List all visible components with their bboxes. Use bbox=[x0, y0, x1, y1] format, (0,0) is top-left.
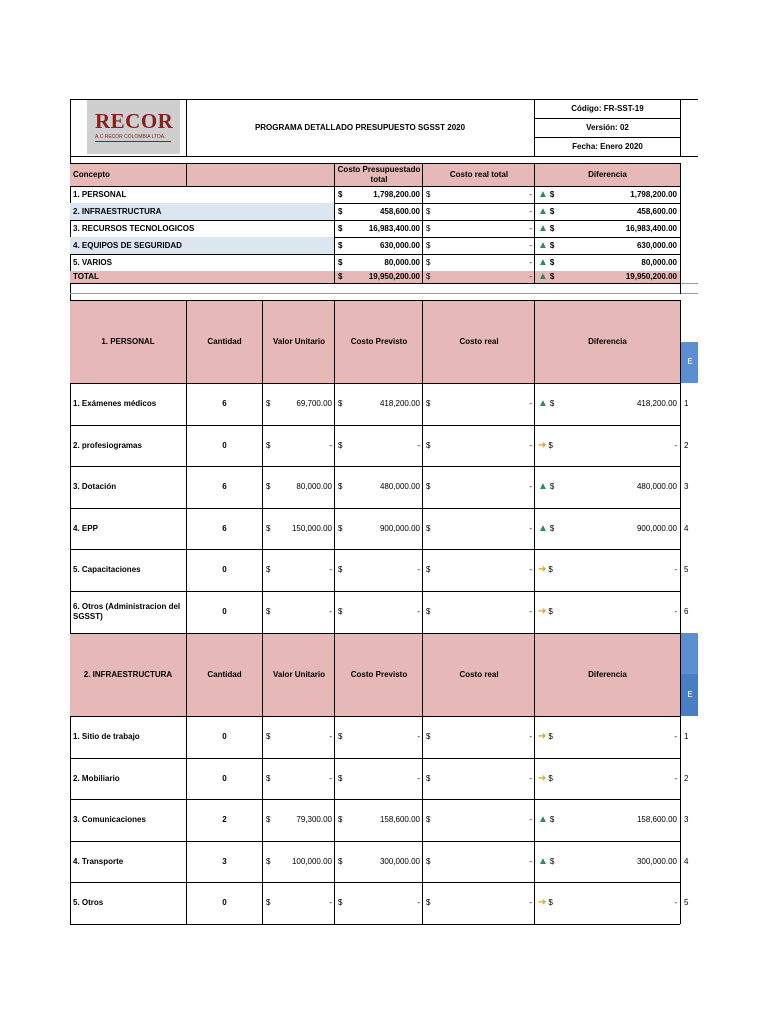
section-title: 1. PERSONAL bbox=[101, 336, 155, 346]
arrow-up-icon: ▲ bbox=[538, 855, 548, 867]
currency-symbol: $ bbox=[426, 898, 431, 907]
item-name: 5. Otros bbox=[73, 898, 104, 907]
amount-value: - bbox=[529, 898, 532, 907]
item-valor-unitario bbox=[263, 841, 335, 882]
item-cantidad: 6 bbox=[222, 523, 227, 533]
arrow-right-icon: ➔ bbox=[538, 897, 547, 908]
summary-total-label: TOTAL bbox=[73, 272, 99, 281]
summary-row-concepto: 3. RECURSOS TECNOLOGICOS bbox=[73, 223, 195, 233]
amount-value: - bbox=[529, 189, 532, 199]
amount-value: - bbox=[329, 898, 332, 907]
item-costo-previsto bbox=[335, 383, 423, 425]
item-diferencia bbox=[535, 882, 680, 924]
amount-value: - bbox=[674, 607, 677, 616]
amount-value: 630,000.00 bbox=[379, 240, 420, 250]
amount-value: 480,000.00 bbox=[379, 482, 420, 491]
document-title: PROGRAMA DETALLADO PRESUPUESTO SGSST 2020 bbox=[254, 122, 466, 132]
currency-symbol: $ bbox=[549, 257, 555, 267]
arrow-right-icon: ➔ bbox=[538, 772, 547, 784]
item-valor-unitario bbox=[263, 716, 335, 758]
amount-value: - bbox=[529, 272, 532, 281]
item-name: 2. Mobiliario bbox=[73, 773, 120, 783]
amount-value: 1,798,200.00 bbox=[373, 189, 420, 199]
item-number: 4 bbox=[684, 856, 689, 866]
amount-value: 80,000.00 bbox=[384, 257, 420, 267]
currency-symbol: $ bbox=[549, 856, 555, 866]
summary-total-diferencia bbox=[535, 271, 680, 283]
item-diferencia bbox=[535, 508, 680, 549]
amount-value: - bbox=[529, 240, 532, 250]
col-header-diferencia: Diferencia bbox=[588, 336, 627, 346]
document-version: Versión: 02 bbox=[586, 122, 629, 132]
currency-symbol: $ bbox=[426, 189, 431, 199]
arrow-up-icon: ▲ bbox=[538, 398, 548, 409]
item-diferencia bbox=[535, 383, 680, 425]
currency-symbol: $ bbox=[338, 257, 343, 267]
item-cantidad: 0 bbox=[222, 732, 227, 741]
item-number: 3 bbox=[684, 482, 689, 491]
summary-row-concepto: 2. INFRAESTRUCTURA bbox=[73, 206, 162, 216]
amount-value: - bbox=[529, 206, 532, 216]
item-diferencia bbox=[535, 758, 680, 799]
col-header-diferencia: Diferencia bbox=[588, 669, 627, 679]
amount-value: - bbox=[529, 773, 532, 783]
amount-value: 1,798,200.00 bbox=[630, 189, 677, 199]
arrow-right-icon: ➔ bbox=[538, 439, 547, 451]
currency-symbol: $ bbox=[338, 240, 343, 250]
currency-symbol: $ bbox=[266, 815, 271, 824]
currency-symbol: $ bbox=[266, 523, 271, 533]
item-costo-real bbox=[423, 882, 535, 924]
currency-symbol: $ bbox=[426, 440, 431, 450]
amount-value: - bbox=[529, 856, 532, 866]
amount-value: - bbox=[529, 223, 532, 233]
item-valor-unitario bbox=[263, 591, 335, 633]
amount-value: - bbox=[329, 440, 332, 450]
summary-row-concepto: 4. EQUIPOS DE SEGURIDAD bbox=[73, 240, 182, 250]
currency-symbol: $ bbox=[266, 856, 271, 866]
item-costo-previsto bbox=[335, 591, 423, 633]
amount-value: - bbox=[529, 440, 532, 450]
section-side-label: E bbox=[687, 690, 693, 699]
summary-row-concepto: 1. PERSONAL bbox=[73, 189, 127, 199]
arrow-up-icon: ▲ bbox=[538, 271, 548, 282]
currency-symbol: $ bbox=[549, 399, 555, 408]
amount-value: - bbox=[674, 773, 677, 783]
item-costo-real bbox=[423, 716, 535, 758]
currency-symbol: $ bbox=[549, 223, 555, 233]
amount-value: 900,000.00 bbox=[379, 523, 420, 533]
item-diferencia bbox=[535, 841, 680, 882]
item-number: 1 bbox=[684, 399, 689, 408]
currency-symbol: $ bbox=[266, 773, 271, 783]
item-number: 6 bbox=[684, 607, 689, 616]
currency-symbol: $ bbox=[338, 482, 343, 491]
currency-symbol: $ bbox=[426, 607, 431, 616]
amount-value: 158,600.00 bbox=[636, 815, 677, 824]
arrow-right-icon: ➔ bbox=[538, 564, 547, 575]
currency-symbol: $ bbox=[266, 565, 271, 574]
currency-symbol: $ bbox=[549, 206, 555, 216]
item-costo-previsto bbox=[335, 549, 423, 591]
item-name: 3. Dotación bbox=[73, 482, 117, 491]
item-costo-previsto bbox=[335, 882, 423, 924]
item-valor-unitario bbox=[263, 549, 335, 591]
summary-total-presupuestado bbox=[335, 271, 423, 283]
item-cantidad: 0 bbox=[222, 565, 227, 574]
currency-symbol: $ bbox=[266, 399, 271, 408]
item-valor-unitario bbox=[263, 508, 335, 549]
item-diferencia bbox=[535, 716, 680, 758]
amount-value: - bbox=[417, 732, 420, 741]
currency-symbol: $ bbox=[426, 523, 431, 533]
currency-symbol: $ bbox=[548, 898, 553, 907]
amount-value: 300,000.00 bbox=[636, 856, 677, 866]
item-cantidad: 6 bbox=[222, 399, 227, 408]
amount-value: - bbox=[329, 773, 332, 783]
col-header-cantidad: Cantidad bbox=[207, 669, 242, 679]
currency-symbol: $ bbox=[549, 815, 555, 824]
amount-value: - bbox=[674, 898, 677, 907]
summary-row-real bbox=[423, 254, 535, 271]
currency-symbol: $ bbox=[548, 732, 553, 741]
item-costo-real bbox=[423, 841, 535, 882]
item-cantidad: 0 bbox=[222, 773, 227, 783]
arrow-up-icon: ▲ bbox=[538, 222, 548, 234]
amount-value: 458,600.00 bbox=[636, 206, 677, 216]
item-valor-unitario bbox=[263, 466, 335, 508]
currency-symbol: $ bbox=[426, 206, 431, 216]
item-name: 1. Sitio de trabajo bbox=[73, 732, 140, 741]
currency-symbol: $ bbox=[338, 607, 343, 616]
amount-value: 16,983,400.00 bbox=[368, 223, 420, 233]
item-diferencia bbox=[535, 466, 680, 508]
summary-header-real: Costo real total bbox=[449, 169, 509, 179]
col-header-valor-unitario: Valor Unitario bbox=[272, 336, 325, 346]
amount-value: 418,200.00 bbox=[379, 399, 420, 408]
currency-symbol: $ bbox=[266, 482, 271, 491]
currency-symbol: $ bbox=[549, 189, 555, 199]
amount-value: - bbox=[674, 732, 677, 741]
amount-value: 458,600.00 bbox=[379, 206, 420, 216]
summary-row-presupuestado bbox=[335, 203, 423, 220]
item-cantidad: 0 bbox=[222, 440, 227, 450]
currency-symbol: $ bbox=[426, 223, 431, 233]
summary-header-diferencia: Diferencia bbox=[588, 169, 627, 179]
item-costo-previsto bbox=[335, 758, 423, 799]
item-costo-previsto bbox=[335, 799, 423, 841]
item-valor-unitario bbox=[263, 799, 335, 841]
currency-symbol: $ bbox=[548, 440, 553, 450]
currency-symbol: $ bbox=[266, 440, 271, 450]
summary-row-diferencia bbox=[535, 237, 680, 254]
item-costo-real bbox=[423, 799, 535, 841]
item-name: 3. Comunicaciones bbox=[73, 815, 146, 824]
item-diferencia bbox=[535, 799, 680, 841]
item-diferencia bbox=[535, 591, 680, 633]
arrow-up-icon: ▲ bbox=[538, 256, 548, 268]
amount-value: 480,000.00 bbox=[636, 482, 677, 491]
currency-symbol: $ bbox=[549, 523, 555, 533]
amount-value: - bbox=[674, 565, 677, 574]
amount-value: 300,000.00 bbox=[379, 856, 420, 866]
arrow-right-icon: ➔ bbox=[538, 731, 547, 742]
item-cantidad: 0 bbox=[222, 898, 227, 907]
amount-value: - bbox=[529, 815, 532, 824]
arrow-up-icon: ▲ bbox=[538, 814, 548, 825]
amount-value: - bbox=[417, 565, 420, 574]
item-name: 2. profesiogramas bbox=[73, 440, 142, 450]
item-number: 1 bbox=[684, 732, 689, 741]
arrow-up-icon: ▲ bbox=[538, 188, 548, 200]
item-costo-previsto bbox=[335, 425, 423, 466]
amount-value: 80,000.00 bbox=[641, 257, 677, 267]
currency-symbol: $ bbox=[266, 732, 271, 741]
item-number: 3 bbox=[684, 815, 689, 824]
amount-value: - bbox=[529, 565, 532, 574]
amount-value: - bbox=[417, 607, 420, 616]
amount-value: - bbox=[417, 440, 420, 450]
item-diferencia bbox=[535, 549, 680, 591]
amount-value: 19,950,200.00 bbox=[625, 272, 677, 281]
item-cantidad: 0 bbox=[222, 607, 227, 616]
logo-subtext: A.C RECOR COLOMBIA LTDA. bbox=[95, 134, 166, 140]
currency-symbol: $ bbox=[548, 565, 553, 574]
item-valor-unitario bbox=[263, 882, 335, 924]
currency-symbol: $ bbox=[338, 223, 343, 233]
currency-symbol: $ bbox=[338, 815, 343, 824]
item-costo-real bbox=[423, 591, 535, 633]
currency-symbol: $ bbox=[338, 565, 343, 574]
summary-row-diferencia bbox=[535, 220, 680, 237]
item-costo-real bbox=[423, 549, 535, 591]
item-valor-unitario bbox=[263, 383, 335, 425]
amount-value: - bbox=[529, 482, 532, 491]
amount-value: 150,000.00 bbox=[291, 523, 332, 533]
item-number: 2 bbox=[684, 773, 689, 783]
amount-value: - bbox=[674, 440, 677, 450]
amount-value: 158,600.00 bbox=[379, 815, 420, 824]
amount-value: 630,000.00 bbox=[636, 240, 677, 250]
item-cantidad: 3 bbox=[222, 856, 227, 866]
currency-symbol: $ bbox=[338, 440, 343, 450]
item-costo-real bbox=[423, 383, 535, 425]
arrow-up-icon: ▲ bbox=[538, 522, 548, 534]
currency-symbol: $ bbox=[338, 773, 343, 783]
item-costo-real bbox=[423, 508, 535, 549]
item-name: 4. Transporte bbox=[73, 856, 124, 866]
currency-symbol: $ bbox=[338, 189, 343, 199]
document-date: Fecha: Enero 2020 bbox=[572, 141, 643, 151]
currency-symbol: $ bbox=[338, 399, 343, 408]
item-number: 5 bbox=[684, 898, 689, 907]
item-costo-previsto bbox=[335, 508, 423, 549]
summary-row-real bbox=[423, 220, 535, 237]
amount-value: 16,983,400.00 bbox=[625, 223, 677, 233]
col-header-costo-real: Costo real bbox=[459, 336, 499, 346]
amount-value: - bbox=[529, 399, 532, 408]
currency-symbol: $ bbox=[426, 399, 431, 408]
amount-value: 100,000.00 bbox=[291, 856, 332, 866]
amount-value: - bbox=[329, 732, 332, 741]
summary-row-diferencia bbox=[535, 186, 680, 203]
arrow-up-icon: ▲ bbox=[538, 205, 548, 217]
document-code: Código: FR-SST-19 bbox=[571, 103, 644, 113]
currency-symbol: $ bbox=[548, 773, 553, 783]
currency-symbol: $ bbox=[338, 523, 343, 533]
summary-row-presupuestado bbox=[335, 220, 423, 237]
summary-row-presupuestado bbox=[335, 254, 423, 271]
logo-text: RECOR bbox=[95, 109, 174, 133]
summary-row-diferencia bbox=[535, 254, 680, 271]
arrow-up-icon: ▲ bbox=[538, 239, 548, 251]
item-costo-real bbox=[423, 425, 535, 466]
currency-symbol: $ bbox=[338, 898, 343, 907]
currency-symbol: $ bbox=[549, 272, 555, 281]
summary-header-presupuestado: Costo Presupuestado total bbox=[337, 164, 421, 184]
currency-symbol: $ bbox=[426, 773, 431, 783]
amount-value: - bbox=[329, 607, 332, 616]
amount-value: 80,000.00 bbox=[296, 482, 332, 491]
summary-row-real bbox=[423, 237, 535, 254]
summary-header-concepto: Concepto bbox=[73, 169, 110, 179]
currency-symbol: $ bbox=[338, 856, 343, 866]
summary-row-presupuestado bbox=[335, 237, 423, 254]
col-header-costo-real: Costo real bbox=[459, 669, 499, 679]
currency-symbol: $ bbox=[426, 815, 431, 824]
summary-total-real bbox=[423, 271, 535, 283]
currency-symbol: $ bbox=[426, 272, 431, 281]
currency-symbol: $ bbox=[548, 607, 553, 616]
item-costo-real bbox=[423, 758, 535, 799]
item-name: 4. EPP bbox=[73, 523, 98, 533]
amount-value: - bbox=[529, 257, 532, 267]
summary-row-diferencia bbox=[535, 203, 680, 220]
arrow-up-icon: ▲ bbox=[538, 481, 548, 492]
summary-row-real bbox=[423, 186, 535, 203]
item-costo-previsto bbox=[335, 466, 423, 508]
currency-symbol: $ bbox=[426, 732, 431, 741]
item-valor-unitario bbox=[263, 425, 335, 466]
item-costo-previsto bbox=[335, 841, 423, 882]
currency-symbol: $ bbox=[549, 240, 555, 250]
amount-value: 79,300.00 bbox=[296, 815, 332, 824]
item-number: 4 bbox=[684, 523, 689, 533]
col-header-costo-previsto: Costo Previsto bbox=[350, 669, 408, 679]
amount-value: - bbox=[529, 523, 532, 533]
item-costo-previsto bbox=[335, 716, 423, 758]
amount-value: - bbox=[529, 607, 532, 616]
currency-symbol: $ bbox=[266, 607, 271, 616]
summary-row-real bbox=[423, 203, 535, 220]
currency-symbol: $ bbox=[549, 482, 555, 491]
amount-value: - bbox=[329, 565, 332, 574]
col-header-cantidad: Cantidad bbox=[207, 336, 242, 346]
item-cantidad: 2 bbox=[222, 815, 227, 824]
item-number: 5 bbox=[684, 565, 689, 574]
arrow-right-icon: ➔ bbox=[538, 606, 547, 617]
item-name: 5. Capacitaciones bbox=[73, 565, 141, 574]
company-logo bbox=[87, 99, 180, 154]
amount-value: 900,000.00 bbox=[636, 523, 677, 533]
section-side-label: E bbox=[687, 357, 693, 366]
amount-value: - bbox=[417, 898, 420, 907]
item-costo-real bbox=[423, 466, 535, 508]
amount-value: 418,200.00 bbox=[636, 399, 677, 408]
item-name: 1. Exámenes médicos bbox=[73, 399, 157, 408]
item-name: 6. Otros (Administracion del SGSST) bbox=[73, 602, 181, 621]
summary-row-presupuestado bbox=[335, 186, 423, 203]
item-cantidad: 6 bbox=[222, 482, 227, 491]
currency-symbol: $ bbox=[426, 565, 431, 574]
item-valor-unitario bbox=[263, 758, 335, 799]
col-header-valor-unitario: Valor Unitario bbox=[272, 669, 325, 679]
currency-symbol: $ bbox=[426, 856, 431, 866]
currency-symbol: $ bbox=[266, 898, 271, 907]
section-title: 2. INFRAESTRUCTURA bbox=[83, 669, 173, 679]
currency-symbol: $ bbox=[426, 240, 431, 250]
amount-value: - bbox=[417, 773, 420, 783]
summary-row-concepto: 5. VARIOS bbox=[73, 257, 112, 267]
amount-value: 69,700.00 bbox=[296, 399, 332, 408]
currency-symbol: $ bbox=[338, 206, 343, 216]
currency-symbol: $ bbox=[338, 732, 343, 741]
amount-value: 19,950,200.00 bbox=[368, 272, 420, 281]
currency-symbol: $ bbox=[338, 272, 343, 281]
item-number: 2 bbox=[684, 440, 689, 450]
currency-symbol: $ bbox=[426, 257, 431, 267]
amount-value: - bbox=[529, 732, 532, 741]
currency-symbol: $ bbox=[426, 482, 431, 491]
item-diferencia bbox=[535, 425, 680, 466]
col-header-costo-previsto: Costo Previsto bbox=[350, 336, 408, 346]
